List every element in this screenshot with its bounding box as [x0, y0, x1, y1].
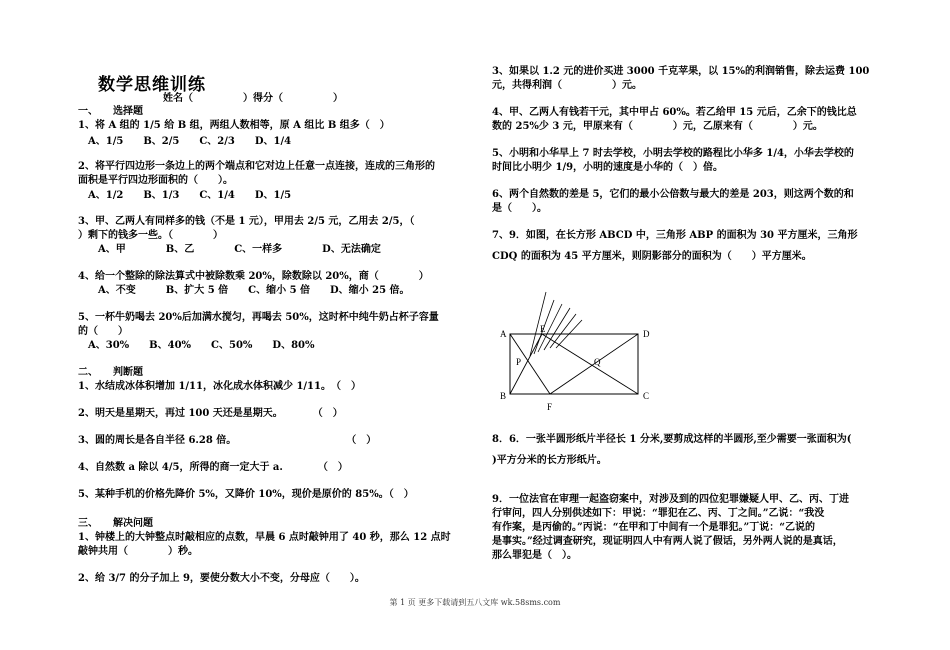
text-line: A、30% B、40% C、50% D、80%: [78, 340, 315, 351]
text-line: 2、给 3/7 的分子加上 9，要使分数大小不变，分母应（ ）。: [78, 573, 365, 584]
text-line: 6、两个自然数的差是 5，它们的最小公倍数与最大的差是 203，则这两个数的和: [492, 189, 854, 200]
text-line: 5、某种手机的价格先降价 5%，又降价 10%，现价是原价的 85%。（ ）: [78, 489, 414, 500]
text-line: 1、水结成冰体积增加 1/11，冰化成水体积减少 1/11。 （ ）: [78, 381, 361, 392]
text-line: 3、圆的周长是各自半径 6.28 倍。 （ ）: [78, 435, 377, 446]
text-line: 8．6．一张半圆形纸片半径长 1 分米,要剪成这样的半圆形,至少需要一张面积为(: [492, 434, 852, 445]
page-footer: 第 1 页 更多下载请到五八文库 wk.58sms.com: [389, 598, 561, 607]
text-line: 的（ ）: [78, 326, 128, 337]
text-line: 有作案，是丙偷的。”丙说：“在甲和丁中间有一个是罪犯。”丁说：“乙说的: [492, 522, 816, 533]
text-line: 面积是平行四边形面积的（ ）。: [78, 175, 233, 186]
text-line: A、不变 B、扩大 5 倍 C、缩小 5 倍 D、缩小 25 倍。: [78, 285, 410, 296]
text-line: 是事实。”经过调查研究，现证明四人中有两人说了假话，另外两人说的是真话，: [492, 536, 843, 547]
text-line: 数的 25%少 3 元，甲原来有（ ）元，乙原来有（ ）元。: [492, 121, 823, 132]
text-line: 时间比小明少 1/9，小明的速度是小华的（ ）倍。: [492, 162, 724, 173]
text-line: 元，共得利润（ ）元。: [492, 80, 642, 91]
text-line: 那么罪犯是（ ）。: [492, 550, 577, 561]
text-line: 敲钟共用（ ）秒。: [78, 546, 198, 557]
text-line: 7、9．如图，在长方形 ABCD 中，三角形 ABP 的面积为 30 平方厘米，三角形: [492, 230, 858, 241]
label-p: P: [516, 357, 522, 367]
label-f: F: [547, 402, 553, 412]
text-line: 4、自然数 a 除以 4/5，所得的商一定大于 a. （ ）: [78, 462, 348, 473]
text-line: 3、如果以 1.2 元的进价买进 3000 千克苹果，以 15%的利润销售，除去运费 100: [492, 66, 870, 77]
rectangle-abcd-figure: [494, 288, 654, 418]
label-d: D: [643, 329, 650, 339]
text-line: 三、 解决问题: [78, 518, 153, 529]
text-line: CDQ 的面积为 45 平方厘米，则阴影部分的面积为（ ）平方厘米。: [492, 251, 812, 262]
line-ec: [542, 334, 638, 394]
text-line: 5、小明和小华早上 7 时去学校，小明去学校的路程比小华多 1/4，小华去学校的: [492, 148, 854, 159]
text-line: 一、 选择题: [78, 106, 143, 117]
text-line: 行审问，四人分别供述如下：甲说：“罪犯在乙、丙、丁之间。”乙说：“我没: [492, 508, 825, 519]
text-line: 9．一位法官在审理一起盗窃案中，对涉及到的四位犯罪嫌疑人甲、乙、丙、丁进: [492, 494, 849, 505]
text-line: 4、给一个整除的除法算式中被除数乘 20%，除数除以 20%，商（ ）: [78, 271, 429, 282]
text-line: 3、甲、乙两人有同样多的钱（不是 1 元），甲用去 2/5 元，乙用去 2/5，（: [78, 216, 415, 227]
label-e: E: [540, 324, 546, 334]
name-score-line: 姓名（ ）得分（ ）: [163, 93, 343, 104]
text-line: 1、将 A 组的 1/5 给 B 组，两组人数相等，原 A 组比 B 组多（ ）: [78, 120, 390, 131]
label-a: A: [500, 329, 507, 339]
worksheet-title: 数学思维训练: [98, 75, 206, 95]
rectangle-abcd: [510, 334, 638, 394]
text-line: )平方分米的长方形纸片。: [492, 455, 607, 466]
text-line: 2、明天是星期天，再过 100 天还是星期天。 （ ）: [78, 408, 343, 419]
text-line: 4、甲、乙两人有钱若干元，其中甲占 60%。若乙给甲 15 元后，乙余下的钱比总: [492, 107, 857, 118]
text-line: 是（ ）。: [492, 203, 547, 214]
text-line: 5、一杯牛奶喝去 20%后加满水搅匀，再喝去 50%，这时杯中纯牛奶占杯子容量: [78, 312, 439, 323]
label-q: Q: [594, 357, 601, 367]
line-eb: [510, 334, 542, 394]
text-line: 二、 判断题: [78, 367, 143, 378]
text-line: 2、将平行四边形一条边上的两个端点和它对边上任意一点连接，连成的三角形的: [78, 161, 435, 172]
text-line: ）剩下的钱多一些。（ ）: [78, 230, 223, 241]
text-line: A、甲 B、乙 C、一样多 D、无法确定: [78, 244, 381, 255]
label-b: B: [500, 391, 507, 401]
text-line: A、1/5 B、2/5 C、2/3 D、1/4: [78, 136, 292, 147]
label-c: C: [643, 391, 650, 401]
text-line: A、1/2 B、1/3 C、1/4 D、1/5: [78, 190, 292, 201]
text-line: 1、钟楼上的大钟整点时敲相应的点数，早晨 6 点时敲钟用了 40 秒，那么 12 点时: [78, 532, 451, 543]
